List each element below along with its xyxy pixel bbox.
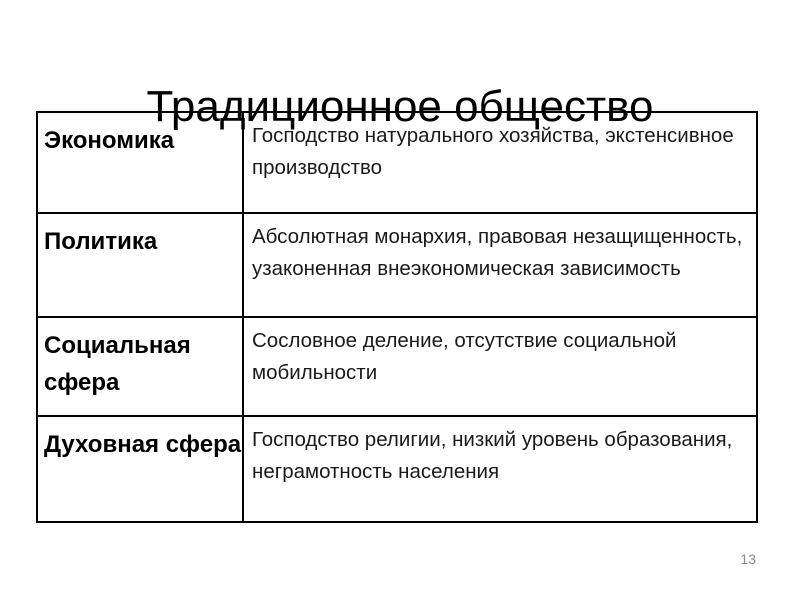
sphere-label-social: Социальная сфера <box>44 332 191 396</box>
table-row <box>37 112 757 213</box>
society-spheres-table <box>36 111 758 523</box>
description-cell <box>243 112 757 213</box>
sphere-cell <box>37 112 243 213</box>
sphere-label-spiritual: Духовная сфера <box>44 431 242 458</box>
description-cell <box>243 213 757 317</box>
slide-title: Традиционное общество <box>146 82 654 132</box>
table-row <box>37 416 757 522</box>
description-cell <box>243 317 757 416</box>
table-row <box>37 317 757 416</box>
sphere-cell <box>37 213 243 317</box>
sphere-description-politics: Абсолютная монархия, правовая незащищенность, узаконенная внеэкономическая зависимость <box>252 225 743 280</box>
slide-number: 13 <box>740 551 756 567</box>
sphere-description-economy: Господство натурального хозяйства, экстенсивное производство <box>252 124 734 179</box>
sphere-description-spiritual: Господство религии, низкий уровень образования, неграмотность населения <box>252 428 733 483</box>
sphere-cell <box>37 416 243 522</box>
sphere-description-social: Сословное деление, отсутствие социальной мобильности <box>252 329 677 384</box>
sphere-label-economy: Экономика <box>44 127 175 154</box>
sphere-cell <box>37 317 243 416</box>
description-cell <box>243 416 757 522</box>
table-row <box>37 213 757 317</box>
sphere-label-politics: Политика <box>44 228 158 255</box>
